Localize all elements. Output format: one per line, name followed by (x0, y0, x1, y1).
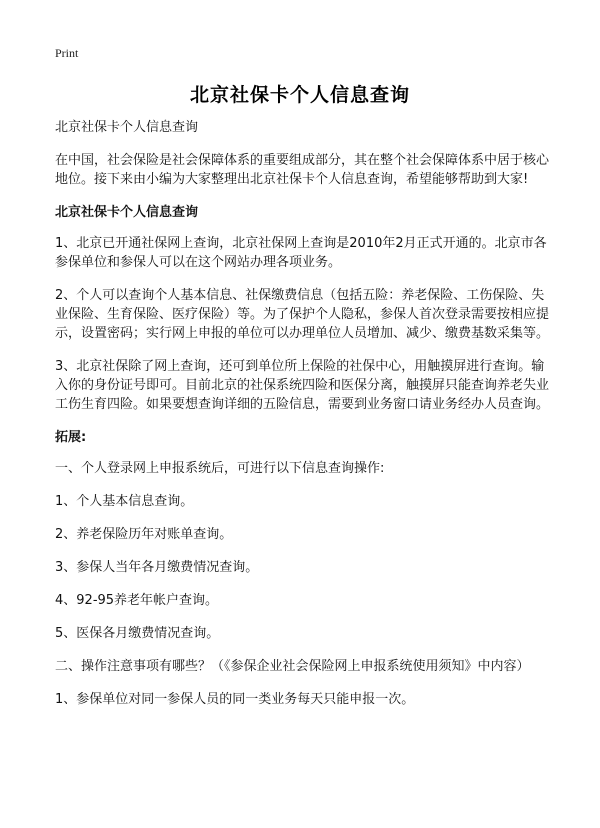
query-item: 4、92-95养老年帐户查询。 (55, 593, 219, 608)
query-item: 5、医保各月缴费情况查询。 (55, 626, 220, 641)
intro-paragraph: 在中国，社会保险是社会保障体系的重要组成部分，其在整个社会保障体系中居于核心地位。接下来由小编为大家整理出北京社保卡个人信息查询，希望能够帮助到大家! (55, 153, 550, 187)
extension-intro: 一、个人登录网上申报系统后，可进行以下信息查询操作: (55, 461, 385, 476)
query-item: 1、个人基本信息查询。 (55, 494, 194, 509)
notes-intro: 二、操作注意事项有哪些？（《参保企业社会保险网上申报系统使用须知》中内容） (55, 659, 530, 674)
section1-item: 1、北京已开通社保网上查询，北京社保网上查询是2010年2月正式开通的。北京市各参保单位和参保人可以在这个网站办理各项业务。 (55, 236, 547, 270)
section-heading: 北京社保卡个人信息查询 (55, 205, 199, 220)
page-title: 北京社保卡个人信息查询 (189, 84, 410, 106)
section1-item: 3、北京社保除了网上查询，还可到单位所上保险的社保中心，用触摸屏进行查询。输入你的身份证号即可。目前北京的社保系统四险和医保分离，触摸屏只能查询养老失业工伤生育四险。如果要想查询详细的五险信息，需要到业务窗口请业务经办人员查询。 (55, 359, 550, 412)
print-link[interactable]: Print (55, 46, 79, 60)
article-subtitle: 北京社保卡个人信息查询 (55, 120, 199, 135)
query-item: 3、参保人当年各月缴费情况查询。 (55, 560, 259, 575)
article-body (55, 118, 555, 723)
notes-item: 1、参保单位对同一参保人员的同一类业务每天只能申报一次。 (55, 692, 415, 707)
section1-item: 2、个人可以查询个人基本信息、社保缴费信息（包括五险：养老保险、工伤保险、失业保险、生育保险、医疗保险）等。为了保护个人隐私，参保人首次登录需要按相应提示，设置密码；实行网上申报的单位可以办理单位人员增加、减少、缴费基数采集等。 (55, 288, 550, 341)
extension-heading: 拓展: (55, 430, 87, 445)
query-item: 2、养老保险历年对账单查询。 (55, 527, 233, 542)
